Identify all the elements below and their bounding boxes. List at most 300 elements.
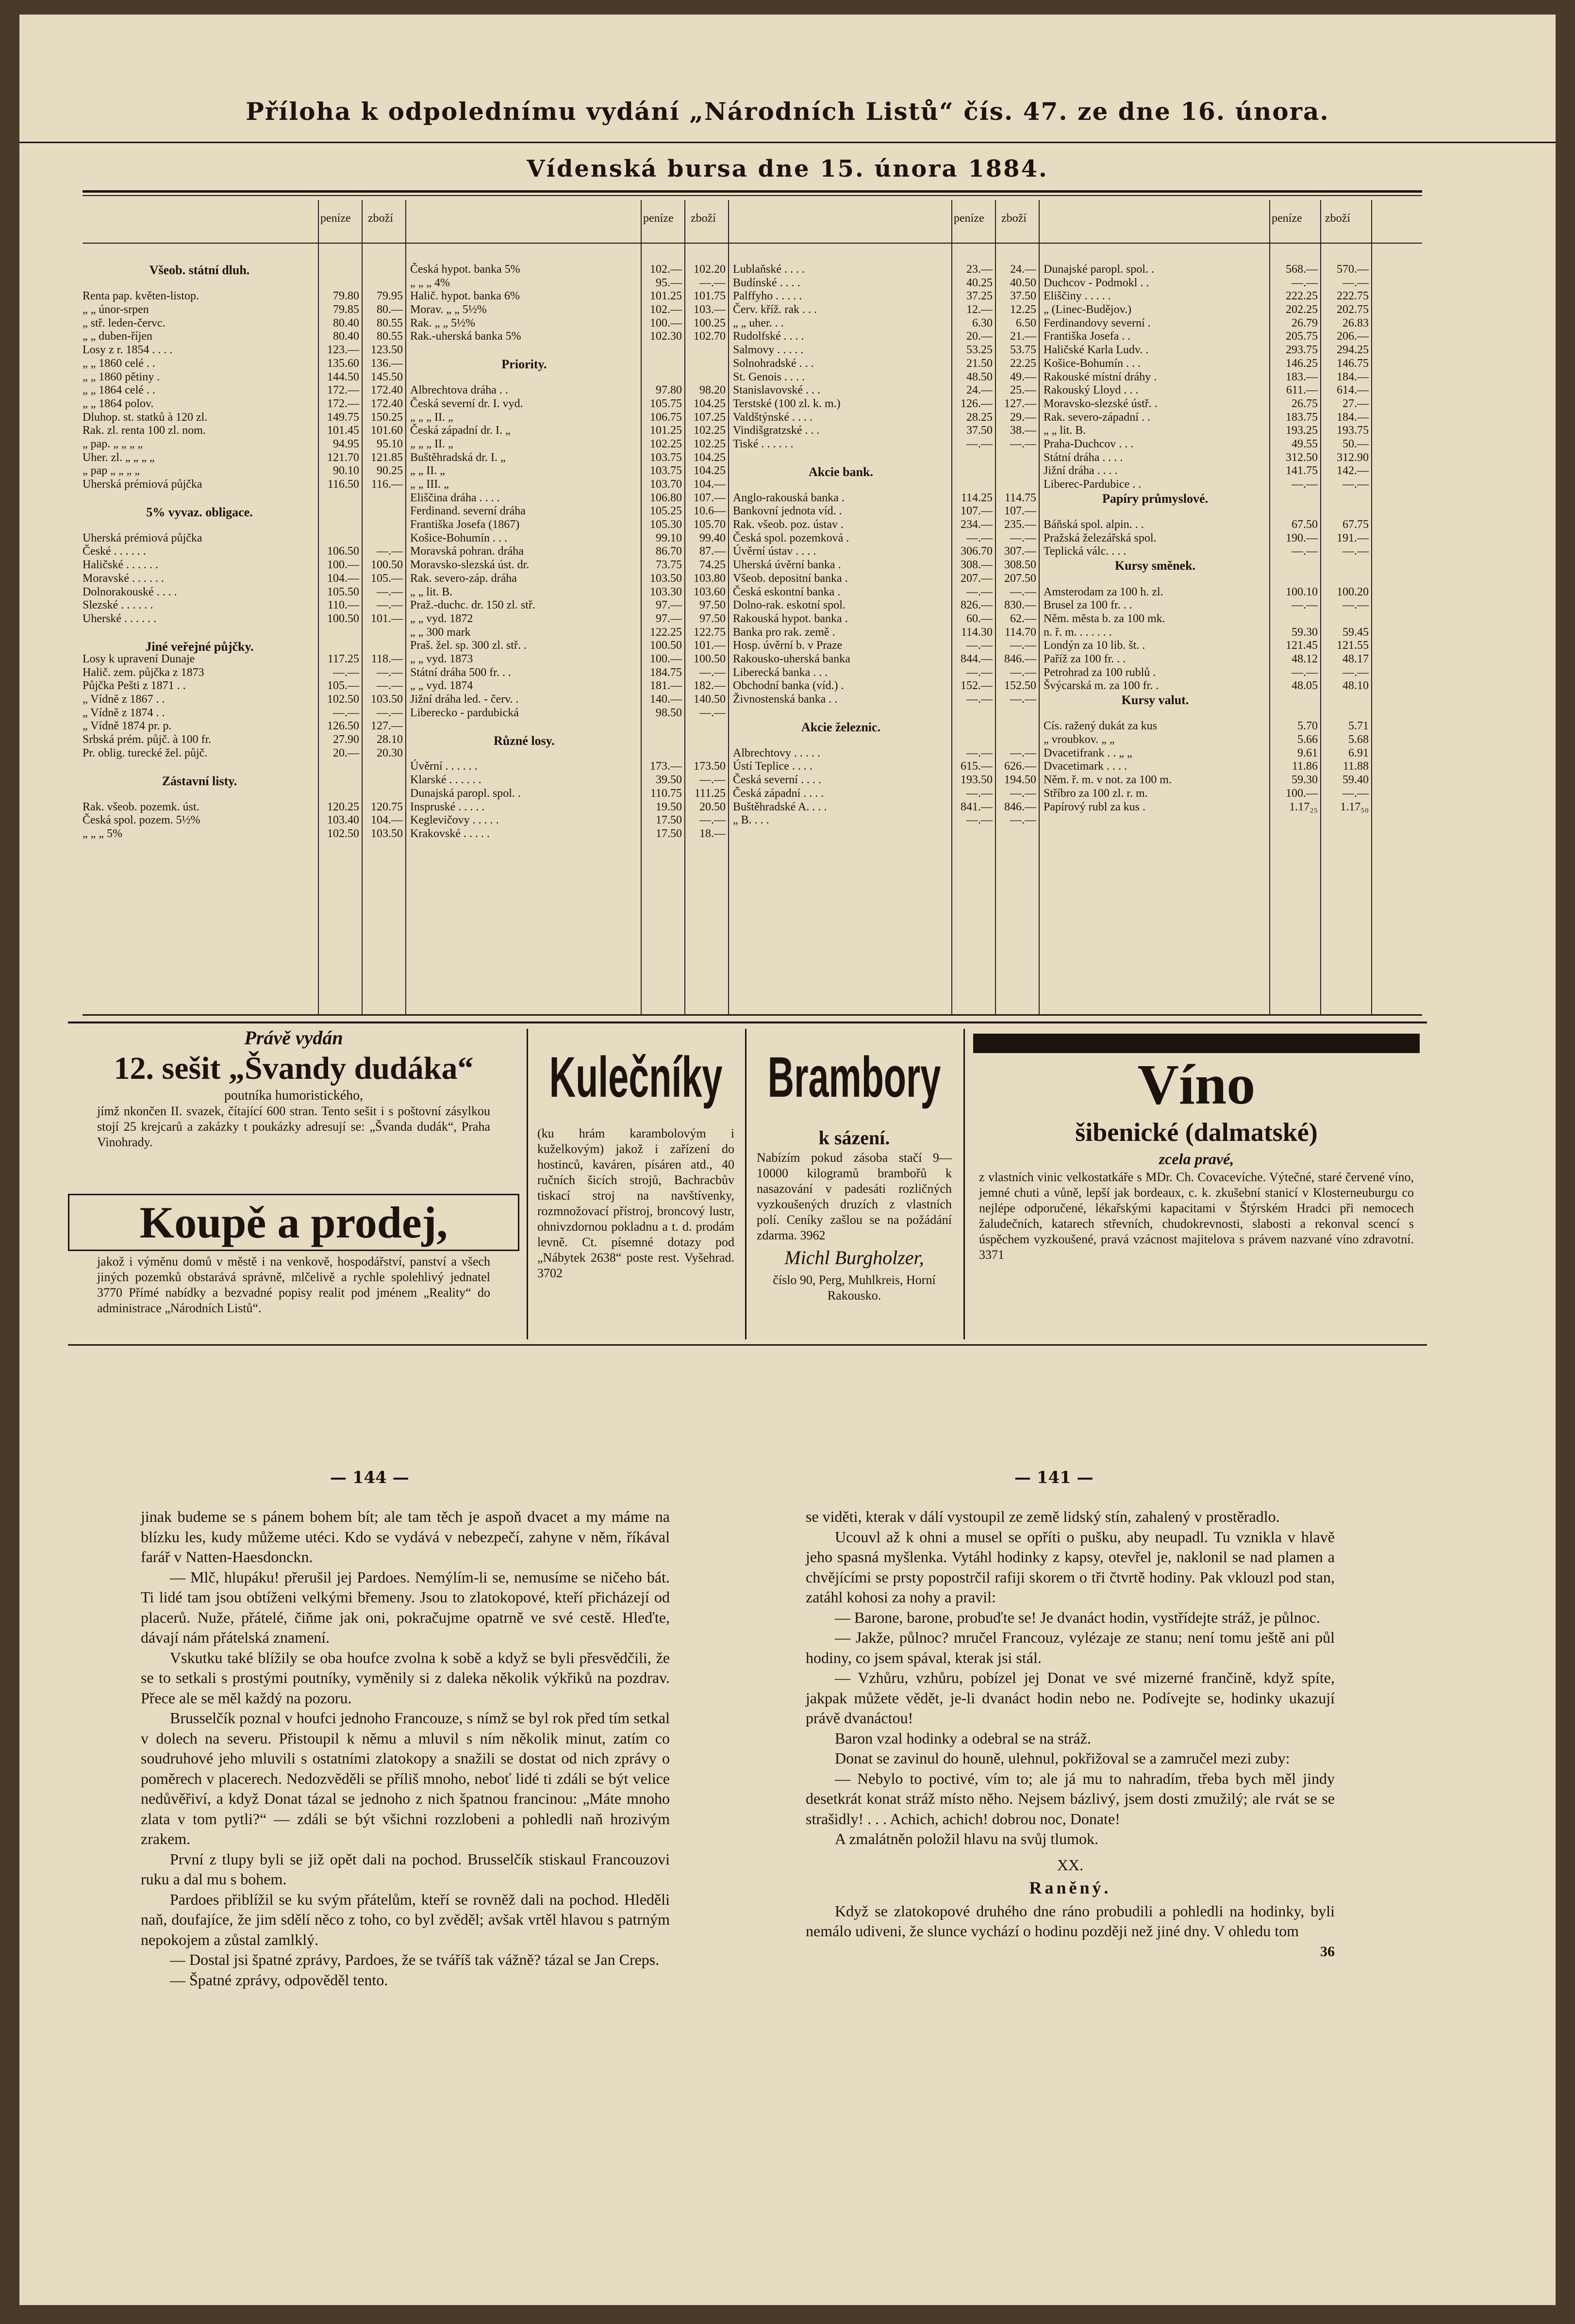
table-row-name: Česká západní . . . . [733,787,824,800]
table-row-name: Dunajská paropl. spol. . [410,787,521,800]
table-row-name: Londýn za 10 lib. št. . [1044,639,1145,652]
table-cell-zbozi: 103.80 [694,572,726,585]
table-row-name: „ „ „ II. „ [410,411,453,424]
table-row-name: Rakousko-uherská banka [733,652,850,665]
table-cell-penize: —.— [966,585,993,598]
table-row-name: Petrohrad za 100 rublů . [1044,666,1156,679]
table-cell-penize: 611.— [1286,384,1318,397]
table-cell-penize: 146.25 [1286,357,1318,370]
story-right-text [806,1507,1335,1849]
table-cell-zbozi: 95.10 [377,437,403,450]
table-cell-penize: 120.25 [327,800,359,813]
table-cell-penize: 100.— [1286,787,1318,800]
table-section-heading: 5% vyvaz. obligace. [146,505,253,519]
table-cell-penize: 121.70 [327,451,359,464]
table-cell-penize: 844.— [961,652,993,665]
table-cell-penize [1269,559,1318,572]
bourse-title: Vídenská bursa dne 15. února 1884. [527,155,1048,182]
ad-divider [745,1029,746,1339]
table-cell-zbozi: 182.— [694,679,726,692]
table-cell-penize: 173.— [650,760,682,773]
table-cell-penize: 103.30 [650,585,682,598]
table-cell-zbozi [362,774,403,787]
table-section-heading: Zástavní listy. [162,774,237,788]
table-cell-penize: 103.75 [650,451,682,464]
table-row-name: Uherská prémiová půjčka [83,531,202,544]
table-cell-penize: —.— [333,666,359,679]
ad-headline: 12. sešit „Švandy dudáka“ [114,1051,474,1086]
divider [1039,200,1040,1015]
table-cell-zbozi [362,626,403,640]
table-cell-penize: 26.75 [1292,397,1318,410]
table-row-name: Františka Josefa (1867) [410,518,520,531]
table-cell-zbozi [1320,572,1369,586]
table-cell-zbozi: 105.70 [694,518,726,531]
table-cell-zbozi [362,518,403,532]
table-cell-zbozi: 101.— [694,639,726,652]
table-cell-penize [318,787,359,801]
table-cell-penize: 103.75 [650,464,682,478]
table-row-name: Půjčka Pešti z 1871 . . [83,679,186,692]
table-section-heading: Různé losy. [494,733,555,748]
table-cell-penize: 24.— [966,384,993,397]
table-cell-penize: 152.— [961,679,993,692]
table-row-name: Úvěrní ústav . . . . [733,545,816,558]
table-row-name: Švýcarská m. za 100 fr. . [1044,679,1159,692]
table-row-name: Jižní dráha . . . . [1044,464,1118,478]
table-row-name [733,707,949,720]
ad-divider [527,1029,528,1339]
table-row-name: Banka pro rak. země . [733,626,835,639]
table-row-name: Liberec-Pardubice . . [1044,478,1142,491]
table-cell-penize: 17.50 [656,827,682,840]
supplement-title: Příloha k odpolednímu vydání „Národních Listů“ čís. 47. ze dne 16. února. [246,97,1329,126]
table-row-name: Česká západní dr. I. „ [410,424,511,437]
table-cell-zbozi: 5.71 [1348,720,1369,733]
table-cell-penize: 141.75 [1286,464,1318,478]
table-cell-penize: 841.— [961,800,993,813]
table-cell-zbozi: 6.50 [1016,316,1036,330]
table-row-name: Pr. oblig. turecké žel. půjč. [83,746,208,759]
table-cell-penize: 97.— [656,599,682,612]
table-row-name [1044,707,1267,720]
table-cell-penize: 102.30 [650,330,682,343]
table-cell-zbozi [362,787,403,801]
table-cell-zbozi: 222.75 [1337,290,1369,303]
table-cell-zbozi: —.— [377,666,403,679]
table-cell-zbozi [684,371,726,384]
col3-names [733,263,949,827]
table-cell-zbozi [1320,559,1369,572]
table-row-name: „ „ lit. B. [410,585,453,598]
table-cell-zbozi [995,720,1036,733]
table-cell-penize [951,478,993,492]
table-cell-penize [951,733,993,747]
col1-zbozi [362,263,403,841]
table-row-name: Brusel za 100 fr. . . [1044,599,1132,612]
ad-signature: Michl Burgholzer, [784,1247,924,1269]
table-row-name: Bankovní jednota víd. . [733,505,842,518]
table-row-name: „ „ „ II. „ [410,437,453,450]
table-cell-penize: 172.— [327,397,359,410]
col-header-zbozi: zboží [368,212,393,225]
story-right-column [806,1507,1335,2244]
table-row-name: Dluhop. st. statků à 120 zl. [83,411,208,424]
table-cell-penize: 86.70 [656,545,682,558]
table-cell-penize [318,760,359,774]
table-cell-zbozi: 62.— [1010,612,1036,625]
table-row-name: Terstské (100 zl. k. m.) [733,397,841,410]
table-cell-penize: 105.50 [327,585,359,598]
table-cell-penize: 126.50 [327,720,359,733]
table-row-name [83,626,316,640]
table-cell-penize: 100.50 [650,639,682,652]
table-cell-zbozi: 193.75 [1337,424,1369,437]
table-row-name: Rak. zl. renta 100 zl. nom. [83,424,206,437]
table-cell-zbozi: 48.17 [1343,652,1369,665]
table-cell-zbozi: 12.25 [1010,303,1036,316]
table-row-name: Buštěhradská dr. I. „ [410,451,506,464]
table-row-name: „ Vídně z 1874 . . [83,706,165,719]
table-row-name: „ „ „ 5% [83,827,122,840]
table-cell-penize: 48.12 [1292,652,1318,665]
table-row-name: Moravsko-slezské ústř. . [1044,397,1158,410]
story-paragraph: — Špatné zprávy, odpověděl tento. [170,1971,388,1989]
table-cell-zbozi: —.— [699,706,726,719]
table-cell-penize [1269,693,1318,707]
table-row-name: Jižní dráha led. - červ. . [410,693,519,706]
table-cell-penize: —.— [1292,545,1318,558]
table-cell-zbozi: 570.— [1337,263,1369,276]
table-row-name: Praha-Duchcov . . . [1044,437,1134,450]
table-cell-zbozi: 38.— [1010,424,1036,437]
table-cell-penize: 17.50 [656,814,682,827]
table-cell-zbozi [362,760,403,774]
table-cell-penize: 20.— [333,746,359,759]
table-cell-penize: 106.50 [327,545,359,558]
table-row-name [83,760,316,774]
table-row-name: Česká severní dr. I. vyd. [410,397,523,410]
table-cell-zbozi: 206.— [1337,330,1369,343]
table-cell-zbozi: 121.55 [1337,639,1369,652]
table-row-name: „ „ III. „ [410,478,449,491]
table-bottom-rule [83,1014,1422,1016]
table-row-name: „ „ 1860 celé . . [83,357,155,370]
ad-body: (ku hrám karambolovým i kuželkovým) jakož i zařízení do hostinců, kaváren, písáren atd., 40 ručních šicích strojů, Bachracbův tiskací stroj na navštívenky, rozmnožovací přístroj, broncový lustr, ohnivzdornou pokladnu a t. d. prodám levně. Ct. písemné dotazy pod „Nábytek 2638“ poste rest. Vyšehrad. 3702 [537,1126,734,1280]
col4-zbozi [1320,263,1369,814]
table-cell-zbozi: 120.75 [371,800,403,813]
table-cell-zbozi: 614.— [1337,384,1369,397]
table-cell-penize: 101.25 [650,424,682,437]
table-cell-zbozi: 27.— [1343,397,1369,410]
table-cell-penize: 117.25 [327,652,359,665]
col-header-zbozi: zboží [1325,212,1350,225]
table-section-heading: Kursy valut. [1121,693,1189,708]
table-row-name: Solnohradské . . . [733,357,814,370]
table-cell-zbozi: —.— [1010,531,1036,544]
table-cell-zbozi: —.— [1343,478,1369,491]
table-cell-zbozi: 100.50 [371,559,403,572]
table-cell-zbozi: 122.75 [694,626,726,639]
table-row-name: „ „ 1864 polov. [83,397,154,410]
story-paragraph: — Barone, barone, probuďte se! Je dvanáct hodin, vystřídejte stráž, je půlnoc. [835,1608,1320,1626]
table-cell-zbozi [995,707,1036,720]
table-row-name: „ „ 300 mark [410,626,471,639]
table-row-name: Košice-Bohumín . . . [410,531,507,544]
table-cell-zbozi: —.— [699,666,726,679]
table-cell-zbozi: 49.— [1010,370,1036,383]
table-cell-zbozi [684,733,726,747]
table-cell-penize: 193.50 [961,774,993,787]
table-row-name: Inspruské . . . . . [410,800,485,813]
table-cell-penize [318,263,359,277]
table-row-name: Rak. severo-západní . . [1044,411,1150,424]
table-row-name [410,720,638,733]
table-cell-penize [951,707,993,720]
table-row-name: Rakouské místní dráhy . [1044,370,1157,383]
table-cell-zbozi [362,505,403,518]
table-row-name: Amsterodam za 100 h. zl. [1044,585,1163,598]
table-cell-penize: 306.70 [961,545,993,558]
table-cell-penize: 101.25 [650,290,682,303]
table-cell-penize: 190.— [1286,531,1318,544]
col-header-penize: peníze [643,212,674,225]
table-cell-penize [641,733,682,747]
table-row-name: „ (Linec-Budějov.) [1044,303,1132,316]
table-row-name: Cís. ražený dukát za kus [1044,720,1157,733]
table-row-name: Palffyho . . . . . [733,290,802,303]
table-cell-zbozi: 312.90 [1337,451,1369,464]
table-row-name: „ Vídně 1874 pr. p. [83,720,172,733]
ad-divider [963,1029,965,1339]
table-cell-penize: 183.75 [1286,411,1318,424]
table-row-name: Františka Josefa . . [1044,330,1131,343]
table-cell-penize: 9.61 [1297,746,1318,759]
table-row-name: Uherská úvěrní banka . [733,559,841,572]
table-cell-penize: 80.40 [333,330,359,343]
table-row-name: „ vroubkov. „ „ [1044,733,1115,746]
table-cell-zbozi: 87.— [699,545,726,558]
table-row-name [410,344,638,357]
table-cell-zbozi: 100.25 [694,316,726,330]
table-cell-penize [641,371,682,384]
table-cell-zbozi: 626.— [1004,760,1036,773]
table-cell-zbozi: —.— [377,599,403,612]
table-cell-penize: 102.25 [650,437,682,450]
table-cell-zbozi: —.— [699,814,726,827]
col4-names [1044,263,1267,814]
table-row-name: Rak.-uherská banka 5% [410,330,521,343]
table-cell-penize: 105.30 [650,518,682,531]
table-cell-zbozi: —.— [1343,787,1369,800]
table-row-name [1044,505,1267,518]
col2-zbozi [684,263,726,841]
table-row-name: Báňská spol. alpin. . . [1044,518,1144,531]
table-cell-penize: 80.40 [333,316,359,330]
table-row-name: Pražská železářská spol. [1044,531,1157,544]
table-row-name: Tiské . . . . . . [733,437,794,450]
table-cell-penize [1269,492,1318,505]
ad-headline: Kulečníky [549,1045,723,1109]
table-cell-penize: 100.— [650,652,682,665]
table-cell-penize [951,451,993,465]
table-cell-penize [318,774,359,787]
col3-penize [951,263,993,827]
table-row-name: Ústí Teplice . . . . [733,760,812,773]
table-row-name: Něm. ř. m. v not. za 100 m. [1044,774,1172,787]
table-cell-zbozi: —.— [699,774,726,787]
table-cell-zbozi: 207.50 [1004,572,1036,585]
table-row-name: Vindišgratzské . . . [733,424,820,437]
ad-headline: Víno [1137,1053,1256,1116]
table-cell-zbozi [995,451,1036,465]
table-cell-zbozi: 104.— [694,478,726,491]
table-cell-zbozi: 80.55 [377,316,403,330]
table-cell-penize: 102.— [650,303,682,316]
table-cell-penize: 26.79 [1292,316,1318,330]
table-cell-penize: 114.30 [961,626,993,639]
table-section-heading: Jiné veřejné půjčky. [145,639,254,654]
table-cell-zbozi: —.— [1010,746,1036,759]
table-cell-penize: —.— [966,693,993,706]
table-cell-zbozi: 18.— [699,827,726,840]
table-cell-zbozi: 103.50 [371,693,403,706]
table-top-rule [83,190,1422,193]
ad-kicker: Právě vydán [244,1027,343,1049]
table-cell-zbozi: 6.91 [1348,746,1369,759]
table-cell-penize: —.— [1292,478,1318,491]
table-cell-zbozi: 145.50 [371,370,403,383]
table-row-name: Teplická válc. . . . [1044,545,1127,558]
table-cell-penize: 202.25 [1286,303,1318,316]
table-cell-penize: 97.80 [656,384,682,397]
table-cell-penize [318,532,359,545]
table-row-name [83,492,316,505]
table-cell-penize: 28.25 [966,411,993,424]
ad-headline: Brambory [767,1045,941,1109]
table-cell-zbozi: —.— [1010,639,1036,652]
table-cell-zbozi: —.— [377,585,403,598]
table-row-name: Rakouský Lloyd . . . [1044,384,1139,397]
table-row-name: St. Genois . . . . [733,370,805,383]
table-cell-penize: —.— [333,706,359,719]
table-cell-penize: 73.75 [656,559,682,572]
table-cell-zbozi: 100.50 [694,652,726,665]
table-cell-penize: 101.45 [327,424,359,437]
table-row-name: „ Vídně z 1867 . . [83,693,165,706]
table-cell-zbozi: 121.85 [371,451,403,464]
table-cell-penize: 48.50 [966,370,993,383]
table-top-rule-2 [83,195,1422,196]
col-header-penize: peníze [954,212,984,225]
table-row-name: Česká hypot. banka 5% [410,263,520,276]
table-cell-zbozi: —.— [1010,585,1036,598]
table-cell-zbozi: 48.10 [1343,679,1369,692]
table-cell-penize: 12.— [966,303,993,316]
table-cell-zbozi: 102.20 [694,263,726,276]
table-row-name: „ „ vyd. 1873 [410,652,473,665]
table-cell-zbozi: —.— [1343,599,1369,612]
table-cell-penize: 6.30 [972,316,993,330]
table-cell-zbozi: 235.— [1004,518,1036,531]
table-row-name: Moravská pohran. dráha [410,545,524,558]
folio: 36 [1320,1943,1335,1960]
table-cell-zbozi: 40.50 [1010,276,1036,289]
table-cell-penize [318,626,359,640]
story-paragraph: A zmalátněn položil hlavu na svůj tlumok. [835,1830,1099,1847]
table-cell-penize [951,720,993,733]
table-cell-penize: —.— [1292,666,1318,679]
table-row-name: Krakovské . . . . . [410,827,490,840]
table-cell-penize [318,639,359,653]
table-row-name: Halič. hypot. banka 6% [410,290,520,303]
table-row-name: Košice-Bohumín . . . [1044,357,1141,370]
table-row-name: Ferdinandovy severní . [1044,316,1151,330]
table-section-heading: Všeob. státní dluh. [149,263,250,277]
table-row-name: Obchodní banka (víd.) . [733,679,844,692]
table-cell-penize: 97.— [656,612,682,625]
table-cell-zbozi: 184.— [1337,411,1369,424]
table-cell-zbozi: 104.25 [694,464,726,478]
table-cell-penize: 49.55 [1292,437,1318,450]
table-cell-zbozi: 20.50 [699,800,726,813]
table-cell-zbozi: 102.25 [694,424,726,437]
table-cell-zbozi: —.— [1010,693,1036,706]
table-cell-penize: 293.75 [1286,344,1318,357]
table-cell-zbozi: 80.55 [377,330,403,343]
table-row-name: Losy z r. 1854 . . . . [83,344,173,357]
table-cell-penize: 5.66 [1297,733,1318,746]
table-cell-penize: 106.80 [650,491,682,504]
table-cell-zbozi: 5.68 [1348,733,1369,746]
story-after-paragraph: Když se zlatokopové druhého dne ráno probudili a pohledli na hodinky, byli nemálo udiveni, že slunce vychází o hodinu později než jiné dny. V ohledu tom [806,1902,1335,1940]
table-cell-zbozi: 136.— [371,357,403,370]
table-row-name: „ „ „ 4% [410,276,450,289]
table-cell-zbozi: 26.83 [1343,316,1369,330]
table-row-name: Morav. „ „ 5½% [410,303,487,316]
table-row-name: Něm. města b. za 100 mk. [1044,612,1165,625]
table-row-name: Klarské . . . . . . [410,774,481,787]
table-cell-zbozi: 101.— [371,612,403,625]
ads-top-rule [68,1022,1427,1023]
table-cell-zbozi: 184.— [1337,370,1369,383]
ad-body: jímž nkončen II. svazek, čítající 600 stran. Tento sešit i s poštovní zásylkou stojí 25 krejcarů a zakázky t poukázky adresují se: „Švanda dudák“, Praha Vinohrady. [97,1104,490,1149]
table-cell-zbozi: —.— [377,679,403,692]
table-row-name: Státní dráha 500 fr. . . [410,666,511,679]
table-cell-penize: 100.— [327,559,359,572]
table-cell-penize: 181.— [650,679,682,692]
table-cell-penize: —.— [966,437,993,450]
table-cell-penize: 37.25 [966,290,993,303]
table-row-name: „ „ lit. B. [1044,424,1086,437]
story-paragraph: První z tlupy byli se již opět dali na pochod. Brusselčík stiskaul Francouzovi ruku a dal mu s bohem. [141,1850,670,1888]
table-row-name: Česká spol. pozemková . [733,531,849,544]
table-cell-penize: 100.10 [1286,585,1318,598]
col1-penize [318,263,359,841]
table-cell-penize: 123.— [327,344,359,357]
table-cell-zbozi: 25.— [1010,384,1036,397]
table-row-name: Dunajské paropl. spol. . [1044,263,1154,276]
table-cell-zbozi: 101.75 [694,290,726,303]
table-row-name [83,518,316,532]
table-row-name: „ „ 1860 pětiny . [83,370,160,383]
table-cell-penize: 48.05 [1292,679,1318,692]
table-cell-penize: —.— [1292,599,1318,612]
table-cell-zbozi: 29.— [1010,411,1036,424]
table-row-name: „ B. . . . [733,814,769,827]
table-row-name [410,747,638,760]
table-cell-zbozi: 103.50 [371,827,403,840]
